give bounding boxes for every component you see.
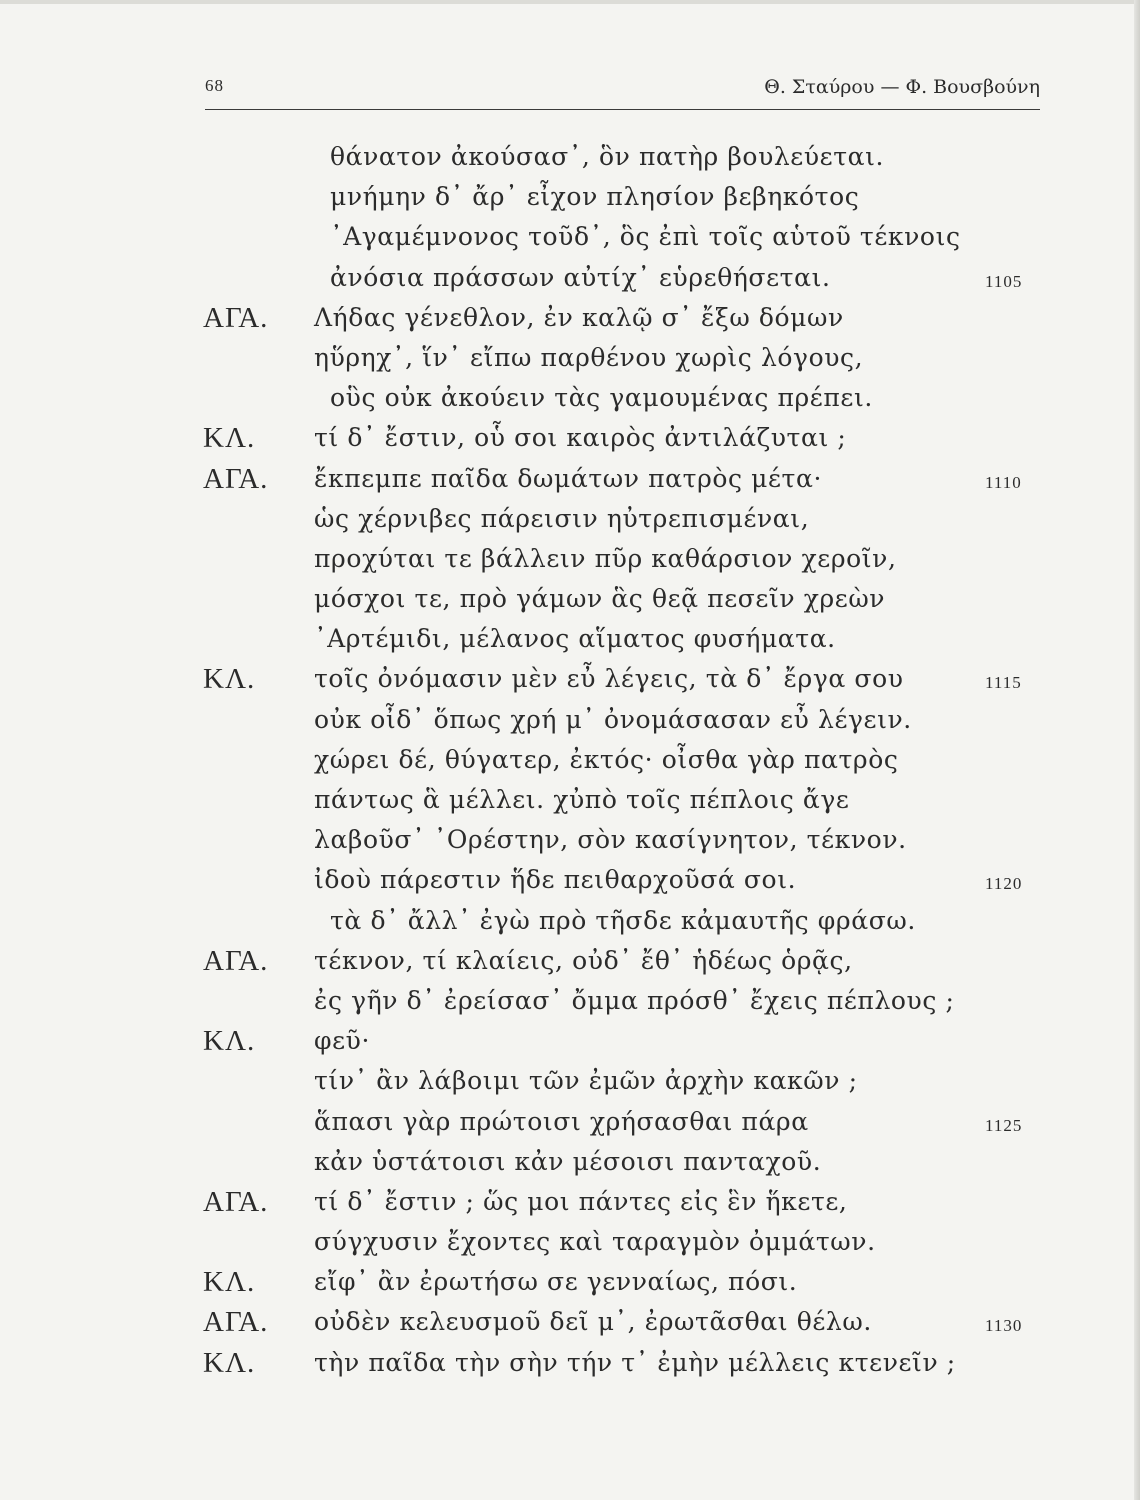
- verse-text: κἀν ὑστάτοισι κἀν μέσοισι πανταχοῦ.: [314, 1146, 822, 1176]
- speaker-label: ΚΛ.: [203, 1025, 256, 1058]
- line-number: 1130: [985, 1316, 1023, 1336]
- verse-text: ὡς χέρνιβες πάρεισιν ηὐτρεπισμέναι,: [314, 503, 810, 533]
- verse-text: ᾽Αγαμέμνονος τοῦδ᾽, ὃς ἐπὶ τοῖς αὑτοῦ τέκνοις: [330, 222, 961, 252]
- verse-line: [0, 820, 1140, 860]
- verse-line: [0, 1302, 1140, 1342]
- speaker-label: ΚΛ.: [203, 1266, 256, 1299]
- verse-text: οὐκ οἶδ᾽ ὅπως χρή μ᾽ ὀνομάσασαν εὖ λέγειν.: [314, 704, 912, 734]
- verse-line: [0, 740, 1140, 780]
- line-number: 1110: [985, 472, 1022, 492]
- verse-text: ἅπασι γὰρ πρώτοισι χρήσασθαι πάρα: [314, 1106, 809, 1136]
- verse-text: ᾽Αρτέμιδι, μέλανος αἵματος φυσήματα.: [314, 624, 836, 654]
- verse-text: μόσχοι τε, πρὸ γάμων ἃς θεᾷ πεσεῖν χρεὼν: [314, 584, 886, 614]
- verse-line: [0, 1061, 1140, 1101]
- verse-line: [0, 941, 1140, 981]
- running-head: Θ. Σταύρου — Φ. Βουσβούνη: [764, 76, 1040, 98]
- verse-line: [0, 298, 1140, 338]
- verse-text: τίν᾽ ἂν λάβοιμι τῶν ἐμῶν ἀρχὴν κακῶν ;: [314, 1066, 858, 1096]
- verse-line: [0, 981, 1140, 1021]
- verse-text: ἐς γῆν δ᾽ ἐρείσασ᾽ ὄμμα πρόσθ᾽ ἔχεις πέπλους ;: [314, 985, 955, 1015]
- verse-line: [0, 1182, 1140, 1222]
- verse-text: οὐδὲν κελευσμοῦ δεῖ μ᾽, ἐρωτᾶσθαι θέλω.: [314, 1307, 872, 1337]
- line-number: 1125: [985, 1115, 1023, 1135]
- verse-line: [0, 1343, 1140, 1383]
- verse-line: [0, 619, 1140, 659]
- speaker-label: ΚΛ.: [203, 1346, 256, 1379]
- verse-line: [0, 1262, 1140, 1302]
- verse-line: [0, 579, 1140, 619]
- verse-text: Λήδας γένεθλον, ἐν καλῷ σ᾽ ἔξω δόμων: [314, 302, 844, 332]
- verse-text: λαβοῦσ᾽ ᾽Ορέστην, σὸν κασίγνητον, τέκνον.: [314, 825, 907, 855]
- verse-line: [0, 177, 1140, 217]
- speaker-label: ΑΓΑ.: [203, 1306, 269, 1339]
- speaker-label: ΑΓΑ.: [203, 944, 269, 977]
- verse-text: προχύται τε βάλλειν πῦρ καθάρσιον χεροῖν,: [314, 543, 897, 573]
- speaker-label: ΑΓΑ.: [203, 301, 269, 334]
- verse-line: [0, 1102, 1140, 1142]
- speaker-label: ΚΛ.: [203, 422, 256, 455]
- verse-text: τί δ᾽ ἔστιν ; ὥς μοι πάντες εἰς ἓν ἥκετε,: [314, 1186, 848, 1216]
- verse-line: [0, 901, 1140, 941]
- line-number: 1105: [985, 271, 1023, 291]
- verse-line: [0, 137, 1140, 177]
- verse-text: μνήμην δ᾽ ἄρ᾽ εἶχον πλησίον βεβηκότος: [330, 182, 860, 212]
- verse-line: [0, 378, 1140, 418]
- verse-text: θάνατον ἀκούσασ᾽, ὃν πατὴρ βουλεύεται.: [330, 142, 885, 171]
- verse-line: [0, 258, 1140, 298]
- verse-line: [0, 338, 1140, 378]
- verse-text: σύγχυσιν ἔχοντες καὶ ταραγμὸν ὀμμάτων.: [314, 1227, 876, 1257]
- verse-line: [0, 1222, 1140, 1262]
- verse-line: [0, 659, 1140, 699]
- page-top-edge: [0, 0, 1140, 4]
- speaker-label: ΚΛ.: [203, 663, 256, 696]
- verse-text: τί δ᾽ ἔστιν, οὗ σοι καιρὸς ἀντιλάζυται ;: [314, 423, 847, 453]
- verse-text: οὓς οὐκ ἀκούειν τὰς γαμουμένας πρέπει.: [330, 383, 873, 413]
- verse-text: τὴν παῖδα τὴν σὴν τήν τ᾽ ἐμὴν μέλλεις κτενεῖν ;: [314, 1347, 956, 1377]
- verse-line: [0, 418, 1140, 458]
- verse-line: [0, 860, 1140, 900]
- verse-text: τὰ δ᾽ ἄλλ᾽ ἐγὼ πρὸ τῆσδε κἀμαυτῆς φράσω.: [330, 905, 916, 935]
- speaker-label: ΑΓΑ.: [203, 1185, 269, 1218]
- verse-text: ἀνόσια πράσσων αὐτίχ᾽ εὑρεθήσεται.: [330, 262, 831, 292]
- line-number: 1115: [985, 673, 1022, 693]
- verse-line: [0, 1021, 1140, 1061]
- speaker-label: ΑΓΑ.: [203, 462, 269, 495]
- verse-line: [0, 1142, 1140, 1182]
- verse-block: [0, 137, 1140, 1383]
- verse-line: [0, 780, 1140, 820]
- verse-text: πάντως ἃ μέλλει. χὐπὸ τοῖς πέπλοις ἄγε: [314, 785, 850, 814]
- verse-line: [0, 539, 1140, 579]
- verse-text: φεῦ·: [314, 1026, 371, 1056]
- page-number: 68: [205, 76, 224, 95]
- page-header: [205, 72, 1040, 112]
- verse-line: [0, 700, 1140, 740]
- verse-line: [0, 459, 1140, 499]
- verse-text: τοῖς ὀνόμασιν μὲν εὖ λέγεις, τὰ δ᾽ ἔργα σου: [314, 664, 904, 694]
- verse-text: ἔκπεμπε παῖδα δωμάτων πατρὸς μέτα·: [314, 463, 823, 493]
- verse-text: ἰδοὺ πάρεστιν ἥδε πειθαρχοῦσά σοι.: [314, 865, 797, 895]
- line-number: 1120: [985, 874, 1023, 894]
- verse-line: [0, 217, 1140, 257]
- verse-text: τέκνον, τί κλαίεις, οὐδ᾽ ἔθ᾽ ἡδέως ὁρᾷς,: [314, 945, 853, 975]
- verse-line: [0, 499, 1140, 539]
- verse-text: εἴφ᾽ ἂν ἐρωτήσω σε γενναίως, πόσι.: [314, 1267, 798, 1297]
- verse-text: χώρει δέ, θύγατερ, ἐκτός· οἶσθα γὰρ πατρὸς: [314, 744, 899, 774]
- verse-text: ηὕρηχ᾽, ἵν᾽ εἴπω παρθένου χωρὶς λόγους,: [314, 342, 864, 372]
- header-rule: [205, 109, 1040, 110]
